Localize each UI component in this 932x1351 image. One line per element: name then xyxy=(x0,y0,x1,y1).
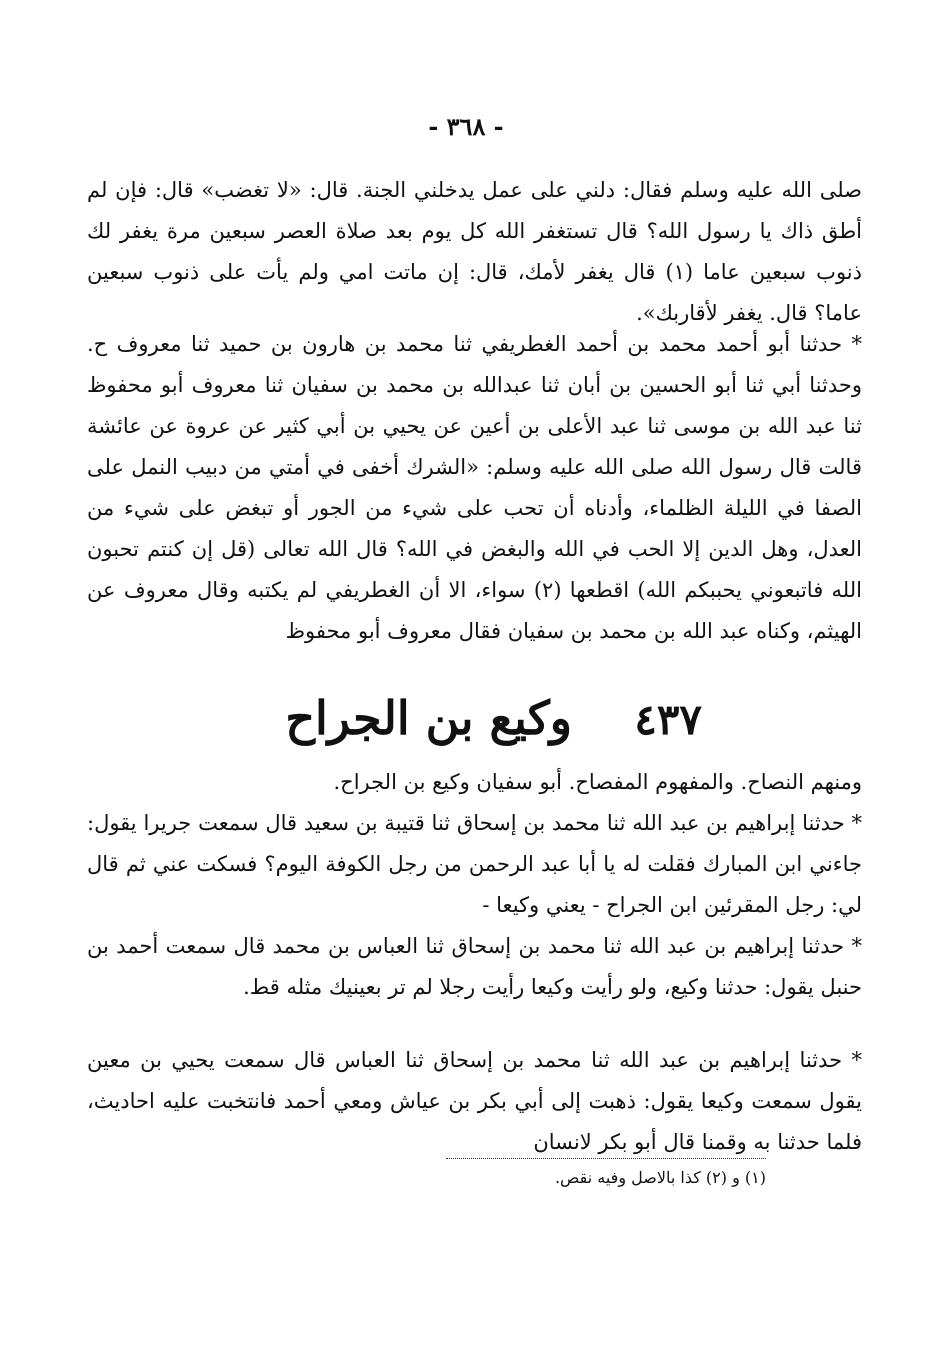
hadith-shirk-paragraph xyxy=(87,324,862,652)
entry-name: وكيع بن الجراح xyxy=(285,691,572,745)
biography-heading xyxy=(0,691,932,765)
intro-paragraph: ومنهم النصاح. والمفهوم المفصاح. أبو سفيان وكيع بن الجراح. xyxy=(333,770,862,794)
hadith-continuation-paragraph xyxy=(87,170,862,334)
narration-paragraph-last xyxy=(87,1040,862,1163)
paragraph-text: * حدثنا أبو أحمد محمد بن أحمد الغطريفي ثنا محمد بن هارون بن حميد ثنا معروف ح. وحدثنا أبي ثنا أبو الحسين بن أبان ثنا عبدالله بن محمد بن سفيان ثنا معروف أبو محفوظ ثنا عبد الله بن موسى ثنا عبد الأعلى بن أعين عن يحيي بن أبي كثير عن عروة عن عائشة قالت قال رسول الله صلى الله عليه وسلم: «الشرك أخفى في أمتي من دبيب النمل على الصفا في الليلة الظلماء، وأدناه أن تحب على شيء من الجور أو تبغض على شيء من العدل، وهل الدين إلا الحب في الله والبغض في الله؟ قال الله تعالى (قل إن كنتم تحبون الله فاتبعوني يحببكم الله) اقطعها (٢) سواء، الا أن الغطريفي لم يكتبه وقال معروف عن الهيثم، وكناه عبد الله بن محمد بن سفيان فقال معروف أبو محفوظ xyxy=(87,332,862,643)
narration-paragraph: * حدثنا إبراهيم بن عبد الله ثنا محمد بن إسحاق ثنا قتيبة بن سعيد قال سمعت جريرا يقول: جاءني ابن المبارك فقلت له يا أبا عبد الرحمن من رجل الكوفة اليوم؟ فسكت عني ثم قال لي: رجل المقرئين ابن الجراح - يعني وكيعا - xyxy=(87,811,862,917)
paragraph-text: * حدثنا إبراهيم بن عبد الله ثنا محمد بن إسحاق ثنا العباس قال سمعت يحيي بن معين يقول سمعت وكيعا يقول: ذهبت إلى أبي بكر بن عياش ومعي أحمد فانتخبت عليه احاديث، فلما حدثنا به وقمنا قال أبو بكر لانسان xyxy=(87,1048,862,1154)
footnote-divider xyxy=(446,1158,766,1159)
waki-biography-section xyxy=(87,762,862,1008)
footnote: (١) و (٢) كذا بالاصل وفيه نقص. xyxy=(554,1168,766,1187)
page-number: - ٣٦٨ - xyxy=(428,112,504,141)
narration-paragraph: * حدثنا إبراهيم بن عبد الله ثنا محمد بن إسحاق ثنا العباس بن محمد قال سمعت أحمد بن حنبل يقول: حدثنا وكيع، ولو رأيت وكيعا رأيت رجلا لم تر بعينيك مثله قط. xyxy=(87,934,862,999)
entry-number: ٤٣٧ xyxy=(634,695,702,744)
paragraph-text: صلى الله عليه وسلم فقال: دلني على عمل يدخلني الجنة. قال: «لا تغضب» قال: فإن لم أطق ذاك يا رسول الله؟ قال تستغفر الله كل يوم بعد صلاة العصر سبعين مرة يغفر لك ذنوب سبعين عاما (١) قال يغفر لأمك، قال: إن ماتت امي ولم يأت على ذنوب سبعين عاما؟ قال. يغفر لأقاربك». xyxy=(87,178,862,325)
